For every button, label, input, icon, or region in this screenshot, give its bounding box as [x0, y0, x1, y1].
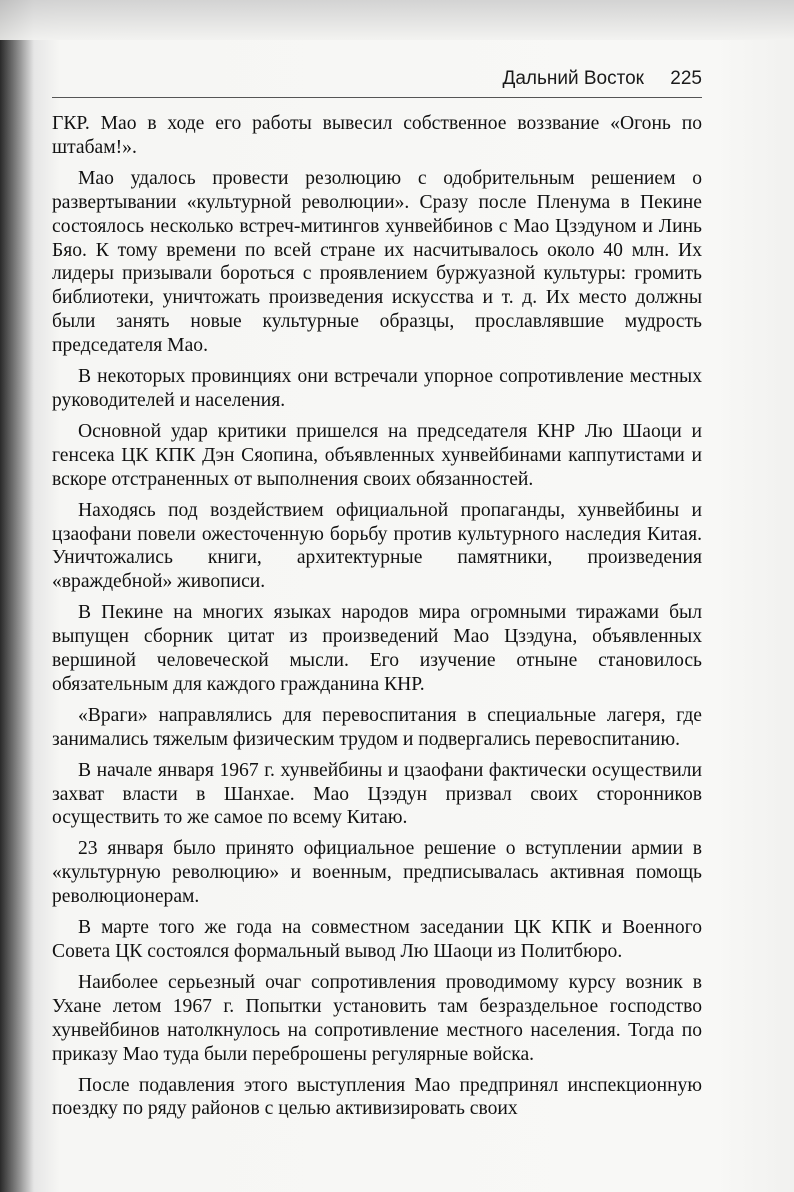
paragraph: Наиболее серьезный очаг сопротивления проводимому курсу возник в Ухане летом 1967 г. Попытки установить там безраздельное господство хунвейбинов натолкнулось на сопротивление местного населения. Тогда по приказу Мао туда были переброшены регулярные войска.: [52, 971, 702, 1065]
paragraph: Находясь под воздействием официальной пропаганды, хунвейбины и цзаофани повели ожесточенную борьбу против культурного наследия Китая. Уничтожались книги, архитектурные памятники, произведения «враждебной» живописи.: [52, 499, 702, 593]
page-number: 225: [670, 68, 702, 89]
paragraph: 23 января было принято официальное решение о вступлении армии в «культурную революцию» и военным, предписывалась активная помощь революционерам.: [52, 838, 702, 908]
header-rule: [52, 97, 702, 98]
paragraph: ГКР. Мао в ходе его работы вывесил собственное воззвание «Огонь по штабам!».: [52, 113, 702, 158]
paragraph: В некоторых провинциях они встречали упорное сопротивление местных руководителей и населения.: [52, 366, 702, 411]
paragraph: В марте того же года на совместном заседании ЦК КПК и Военного Совета ЦК состоялся формальный вывод Лю Шаоци из Политбюро.: [52, 917, 702, 962]
paragraph: «Враги» направлялись для перевоспитания в специальные лагеря, где занимались тяжелым физическим трудом и подвергались перевоспитанию.: [52, 704, 702, 750]
paragraph: Основной удар критики пришелся на председателя КНР Лю Шаоци и генсека ЦК КПК Дэн Сяопина, объявленных хунвейбинами каппутистами и вскоре отстраненных от выполнения своих обязанностей.: [52, 420, 702, 490]
paragraph: После подавления этого выступления Мао предпринял инспекционную поездку по ряду районов с целью активизировать своих: [52, 1074, 702, 1120]
paragraph: Мао удалось провести резолюцию с одобрительным решением о развертывании «культурной революции». Сразу после Пленума в Пекине состоялось несколько встреч-митингов хунвейбинов с Мао Цзэдуном и Линь Бяо. К тому времени по всей стране их насчитывалось около 40 млн. Их лидеры призывали бороться с проявлением буржуазной культуры: громить библиотеки, уничтожать произведения искусства и т. д. Их место должны были занять новые культурные образцы, прославлявшие мудрость председателя Мао.: [52, 167, 702, 357]
paragraph: В Пекине на многих языках народов мира огромными тиражами был выпущен сборник цитат из произведений Мао Цзэдуна, объявленных вершиной человеческой мысли. Его изучение отныне становилось обязательным для каждого гражданина КНР.: [52, 602, 702, 695]
paragraph: В начале января 1967 г. хунвейбины и цзаофани фактически осуществили захват власти в Шанхае. Мао Цзэдун призвал своих сторонников осуществить то же самое по всему Китаю.: [52, 759, 702, 829]
page-edge-shadow: [0, 0, 794, 40]
page-header: [52, 68, 702, 98]
running-title: Дальний Восток: [502, 68, 644, 89]
body-text: [52, 112, 702, 1128]
